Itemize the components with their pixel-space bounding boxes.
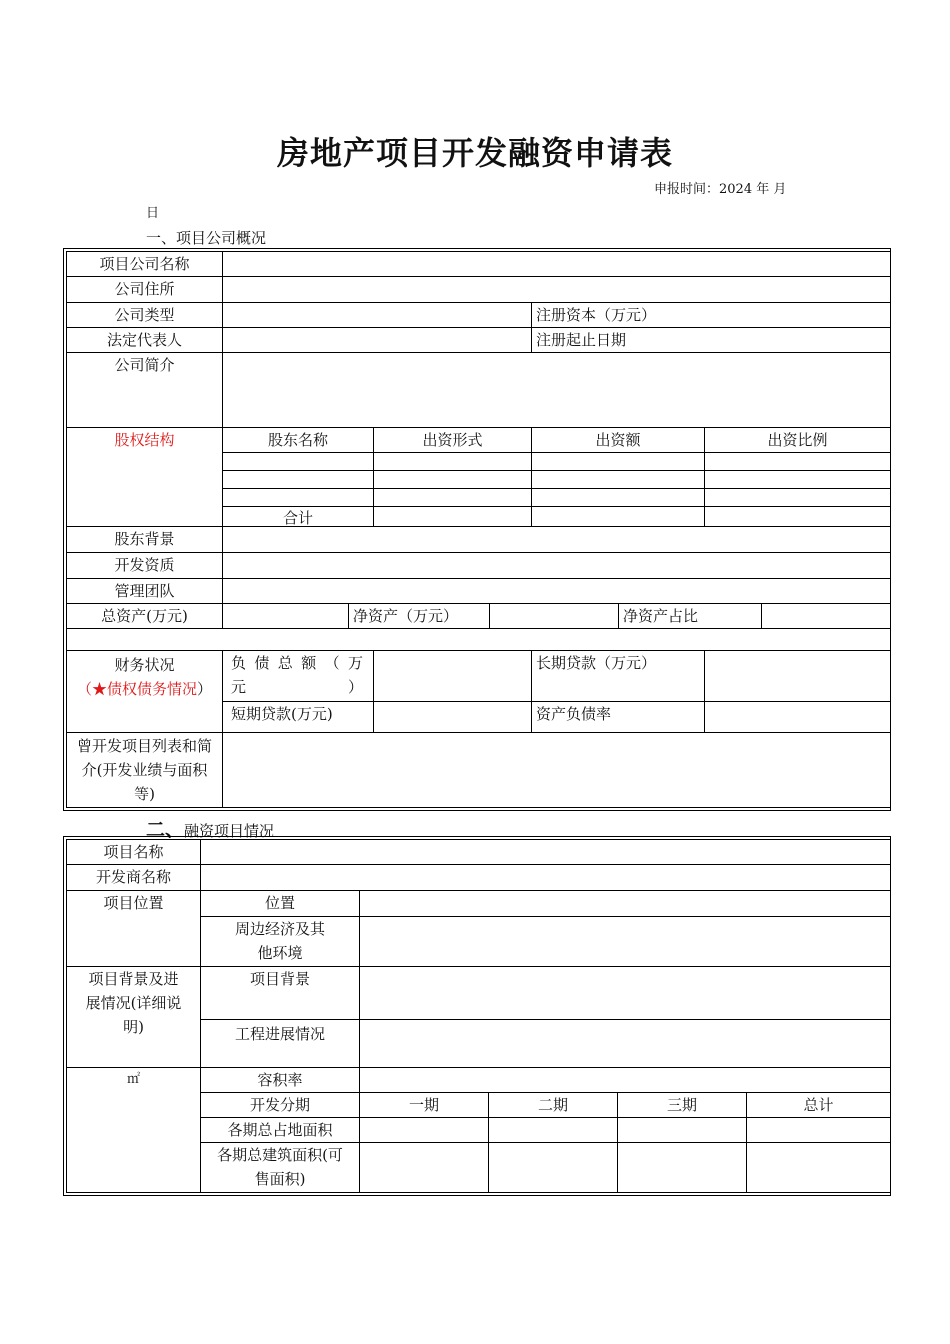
input-building-area-phase3[interactable]	[618, 1143, 747, 1193]
label-legal-rep: 法定代表人	[67, 328, 223, 353]
equity-cell[interactable]	[374, 471, 532, 489]
report-date: 申报时间：2024 年 月	[654, 182, 787, 197]
input-company-name[interactable]	[223, 252, 891, 277]
input-plot-ratio[interactable]	[360, 1068, 891, 1093]
equity-cell[interactable]	[532, 489, 705, 507]
equity-header-form: 出资形式	[374, 428, 532, 453]
section1-heading: 一、项目公司概况	[146, 229, 267, 247]
input-land-area-phase2[interactable]	[489, 1118, 618, 1143]
label-short-term-loan: 短期贷款(万元)	[223, 702, 374, 733]
equity-cell[interactable]	[705, 507, 891, 527]
label-past-projects: 曾开发项目列表和简介(开发业绩与面积等)	[67, 733, 223, 808]
label-dev-qualification: 开发资质	[67, 553, 223, 579]
equity-cell[interactable]	[374, 489, 532, 507]
input-net-assets[interactable]	[490, 604, 619, 629]
equity-cell[interactable]	[223, 453, 374, 471]
label-surroundings: 周边经济及其他环境	[201, 917, 360, 967]
input-dev-qualification[interactable]	[223, 553, 891, 579]
equity-cell[interactable]	[532, 453, 705, 471]
label-registered-capital: 注册资本（万元）	[532, 303, 891, 328]
equity-header-ratio: 出资比例	[705, 428, 891, 453]
equity-cell[interactable]	[705, 489, 891, 507]
spacer-row	[67, 629, 891, 651]
equity-header-amount: 出资额	[532, 428, 705, 453]
label-plot-ratio: 容积率	[201, 1068, 360, 1093]
input-shareholder-bg[interactable]	[223, 527, 891, 553]
input-company-address[interactable]	[223, 277, 891, 303]
label-land-area: 各期总占地面积	[201, 1118, 360, 1143]
input-land-area-phase1[interactable]	[360, 1118, 489, 1143]
equity-cell[interactable]	[705, 471, 891, 489]
label-equity-structure: 股权结构	[67, 428, 223, 527]
equity-cell[interactable]	[532, 471, 705, 489]
label-company-address: 公司住所	[67, 277, 223, 303]
finance-label-close: ）	[197, 680, 213, 698]
input-long-term-loan[interactable]	[705, 651, 891, 702]
equity-cell[interactable]	[374, 507, 532, 527]
equity-cell[interactable]	[223, 471, 374, 489]
equity-cell[interactable]	[374, 453, 532, 471]
label-area-unit: ㎡	[67, 1068, 201, 1193]
input-developer-name[interactable]	[201, 865, 891, 891]
phase-header-2: 二期	[489, 1093, 618, 1118]
label-phases: 开发分期	[201, 1093, 360, 1118]
report-date-day: 日	[146, 206, 160, 221]
label-finance	[67, 651, 223, 733]
finance-label-star: （★债权债务情况	[76, 680, 197, 698]
label-company-intro: 公司简介	[67, 353, 223, 428]
label-mgmt-team: 管理团队	[67, 579, 223, 604]
phase-header-total: 总计	[747, 1093, 891, 1118]
equity-total-label: 合计	[223, 507, 374, 527]
phase-header-3: 三期	[618, 1093, 747, 1118]
label-developer-name: 开发商名称	[67, 865, 201, 891]
input-location[interactable]	[360, 891, 891, 917]
input-net-assets-ratio[interactable]	[762, 604, 891, 629]
section1-table	[66, 251, 891, 808]
input-legal-rep[interactable]	[223, 328, 532, 353]
equity-cell[interactable]	[223, 489, 374, 507]
input-land-area-total[interactable]	[747, 1118, 891, 1143]
section2-table	[66, 839, 891, 1193]
label-company-name: 项目公司名称	[67, 252, 223, 277]
phase-header-1: 一期	[360, 1093, 489, 1118]
input-surroundings[interactable]	[360, 917, 891, 967]
label-long-term-loan: 长期贷款（万元）	[532, 651, 705, 702]
input-project-name[interactable]	[201, 840, 891, 865]
input-building-area-total[interactable]	[747, 1143, 891, 1193]
input-land-area-phase3[interactable]	[618, 1118, 747, 1143]
label-shareholder-bg: 股东背景	[67, 527, 223, 553]
input-short-term-loan[interactable]	[374, 702, 532, 733]
input-past-projects[interactable]	[223, 733, 891, 808]
input-mgmt-team[interactable]	[223, 579, 891, 604]
label-company-type: 公司类型	[67, 303, 223, 328]
form-title: 房地产项目开发融资申请表	[276, 134, 673, 172]
label-project-background: 项目背景	[201, 967, 360, 1020]
input-total-liabilities[interactable]	[374, 651, 532, 702]
input-building-area-phase2[interactable]	[489, 1143, 618, 1193]
label-building-area: 各期总建筑面积(可售面积)	[201, 1143, 360, 1193]
label-location: 位置	[201, 891, 360, 917]
label-project-location: 项目位置	[67, 891, 201, 967]
equity-cell[interactable]	[705, 453, 891, 471]
input-project-background[interactable]	[360, 967, 891, 1020]
label-debt-ratio: 资产负债率	[532, 702, 705, 733]
label-total-liabilities: 负 债 总 额 （ 万元）	[223, 651, 374, 702]
section2-heading-text: 融资项目情况	[184, 822, 275, 840]
equity-header-shareholder: 股东名称	[223, 428, 374, 453]
input-total-assets[interactable]	[223, 604, 349, 629]
input-progress[interactable]	[360, 1020, 891, 1068]
section2-heading-prefix: 二、	[146, 819, 185, 841]
input-building-area-phase1[interactable]	[360, 1143, 489, 1193]
label-progress: 工程进展情况	[201, 1020, 360, 1068]
equity-cell[interactable]	[532, 507, 705, 527]
label-project-name: 项目名称	[67, 840, 201, 865]
finance-label-line1: 财务状况	[114, 656, 175, 674]
label-reg-period: 注册起止日期	[532, 328, 891, 353]
label-net-assets-ratio: 净资产占比	[619, 604, 762, 629]
label-net-assets: 净资产（万元）	[349, 604, 490, 629]
label-background-group: 项目背景及进展情况(详细说明)	[67, 967, 201, 1068]
input-debt-ratio[interactable]	[705, 702, 891, 733]
label-total-assets: 总资产(万元)	[67, 604, 223, 629]
input-company-intro[interactable]	[223, 353, 891, 428]
input-company-type[interactable]	[223, 303, 532, 328]
